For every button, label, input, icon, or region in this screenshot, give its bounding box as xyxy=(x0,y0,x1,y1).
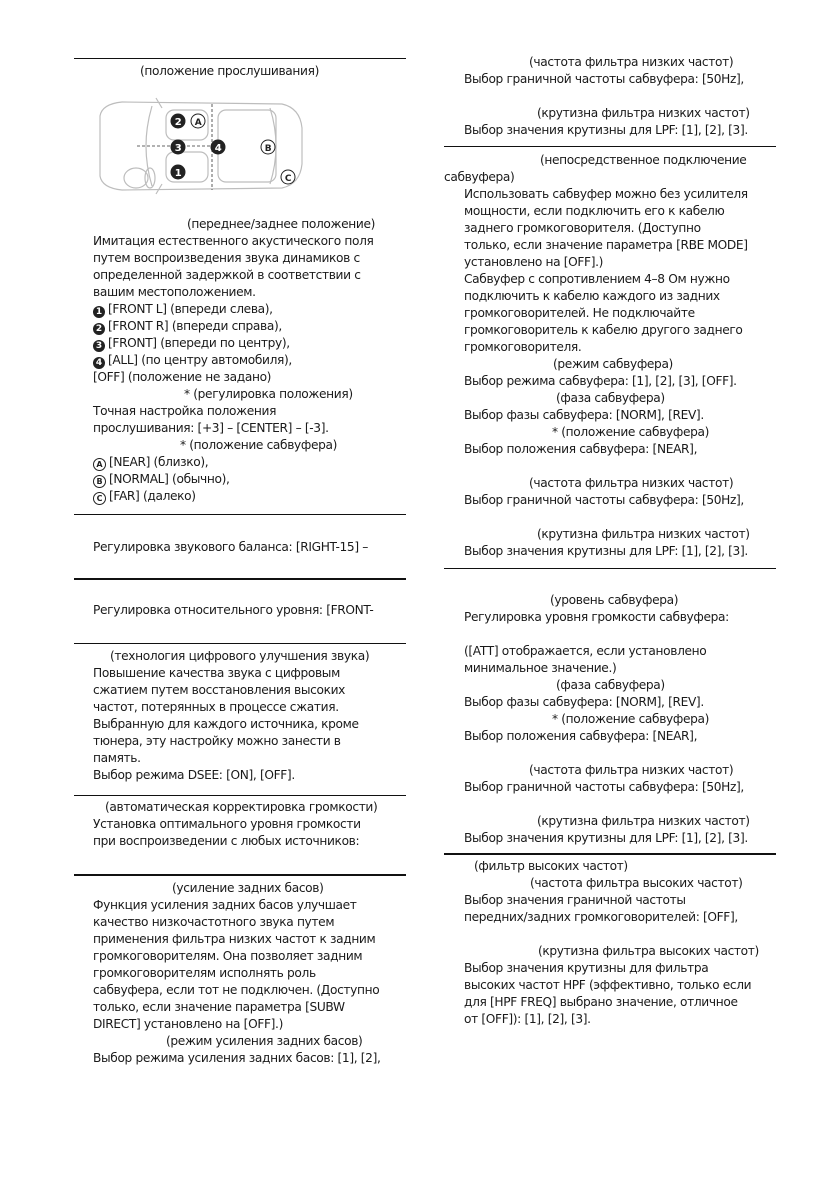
listening-position-header: (положение прослушивания) xyxy=(140,64,319,78)
option-front: 3 [FRONT] (впереди по центру), xyxy=(93,335,290,352)
adjust-body-line: прослушивания: [+3] – [CENTER] – [-3]. xyxy=(93,421,329,435)
section-divider xyxy=(74,514,406,515)
sw-mode-header: (режим сабвуфера) xyxy=(553,357,673,371)
rbe-body-line: применения фильтра низких частот к задним xyxy=(93,932,376,946)
lpf-slope-header: (крутизна фильтра низких частот) xyxy=(537,527,750,541)
front-rear-body-line: определенной задержкой в соответствии с xyxy=(93,268,361,282)
option-front-r: 2 [FRONT R] (впереди справа), xyxy=(93,318,282,335)
avc-header: (автоматическая корректировка громкости) xyxy=(105,800,378,814)
dsee-body-line: Выбор режима DSEE: [ON], [OFF]. xyxy=(93,768,295,782)
subw-direct-body-line: только, если значение параметра [RBE MODE] xyxy=(464,238,748,252)
dsee-body-line: сжатием путем восстановления высоких xyxy=(93,683,346,697)
subw-direct-body-line: Сабвуфер с сопротивлением 4–8 Ом нужно xyxy=(464,272,730,286)
lpf-slope-body: Выбор значения крутизны для LPF: [1], [2], [3]. xyxy=(464,123,748,137)
hpf-slope-body-line: высоких частот HPF (эффективно, только если xyxy=(464,978,752,992)
dsee-body-line: Повышение качества звука с цифровым xyxy=(93,666,340,680)
section-divider xyxy=(444,568,776,569)
option-all: 4 [ALL] (по центру автомобиля), xyxy=(93,352,292,369)
dsee-body-line: память. xyxy=(93,751,141,765)
svg-text:B: B xyxy=(264,144,272,154)
svg-text:1: 1 xyxy=(174,168,182,179)
sw-phase-body: Выбор фазы сабвуфера: [NORM], [REV]. xyxy=(464,408,704,422)
rbe-body-line: сабвуфера, если тот не подключен. (Доступно xyxy=(93,983,380,997)
lpf-slope-header: (крутизна фильтра низких частот) xyxy=(537,814,750,828)
lpf-slope-body: Выбор значения крутизны для LPF: [1], [2], [3]. xyxy=(464,544,748,558)
lpf-freq-header: (частота фильтра низких частот) xyxy=(529,55,734,69)
hpf-slope-header: (крутизна фильтра высоких частот) xyxy=(538,944,759,958)
rbe-body-line: только, если значение параметра [SUBW xyxy=(93,1000,345,1014)
lpf-freq-header: (частота фильтра низких частот) xyxy=(529,476,734,490)
section-divider xyxy=(444,853,776,855)
svg-text:A: A xyxy=(194,118,202,128)
marker-4-icon: 4 xyxy=(93,357,105,369)
rbe-body-line: качество низкочастотного звука путем xyxy=(93,915,335,929)
option-front-l: 1 [FRONT L] (впереди слева), xyxy=(93,301,273,318)
car-seating-diagram xyxy=(92,88,307,200)
subw-direct-body-line: громкоговорителей. Не подключайте xyxy=(464,306,695,320)
avc-body-line: при воспроизведении с любых источников: xyxy=(93,834,360,848)
sw-phase-header: (фаза сабвуфера) xyxy=(556,678,665,692)
hpf-freq-body-line: передних/задних громкоговорителей: [OFF], xyxy=(464,910,738,924)
avc-body-line: Установка оптимального уровня громкости xyxy=(93,817,361,831)
rbe-body-line: громкоговорителям. Она позволяет задним xyxy=(93,949,363,963)
subw-direct-body-line: подключить к кабелю каждого из задних xyxy=(464,289,720,303)
sw-mode-body: Выбор режима сабвуфера: [1], [2], [3], [OFF]. xyxy=(464,374,737,388)
dsee-body-line: Выбранную для каждого источника, кроме xyxy=(93,717,359,731)
subw-direct-body-line: мощности, если подключить его к кабелю xyxy=(464,204,725,218)
sw-pos-header: * (положение сабвуфера) xyxy=(552,425,710,439)
subw-direct-body-line: установлено на [OFF].) xyxy=(464,255,604,269)
rbe-mode-header: (режим усиления задних басов) xyxy=(166,1034,363,1048)
subw-direct-header: (непосредственное подключение xyxy=(540,153,747,167)
lpf-freq-body: Выбор граничной частоты сабвуфера: [50Hz], xyxy=(464,780,744,794)
section-divider xyxy=(74,795,406,796)
option-far: C [FAR] (далеко) xyxy=(93,488,196,505)
sw-pos-header: * (положение сабвуфера) xyxy=(552,712,710,726)
svg-text:C: C xyxy=(284,174,292,184)
hpf-slope-body-line: от [OFF]): [1], [2], [3]. xyxy=(464,1012,591,1026)
dsee-body-line: частот, потерянных в процессе сжатия. xyxy=(93,700,339,714)
front-rear-body-line: Имитация естественного акустического поля xyxy=(93,234,374,248)
hpf-freq-body-line: Выбор значения граничной частоты xyxy=(464,893,686,907)
lpf-freq-body: Выбор граничной частоты сабвуфера: [50Hz], xyxy=(464,72,744,86)
section-divider xyxy=(74,643,406,644)
section-divider xyxy=(74,874,406,876)
subw-direct-body-line: громкоговоритель к кабелю другого заднего xyxy=(464,323,743,337)
option-near: A [NEAR] (близко), xyxy=(93,454,208,471)
svg-text:4: 4 xyxy=(214,143,222,154)
svg-text:2: 2 xyxy=(174,117,182,128)
adjust-body-line: Точная настройка положения xyxy=(93,404,277,418)
svg-text:3: 3 xyxy=(174,143,182,154)
rbe-body-line: громкоговорителям исполнять роль xyxy=(93,966,316,980)
hpf-freq-header: (частота фильтра высоких частот) xyxy=(530,876,743,890)
subw-direct-body-line: громкоговорителя. xyxy=(464,340,582,354)
sw-level-body: Регулировка уровня громкости сабвуфера: xyxy=(464,610,729,624)
front-rear-header: (переднее/заднее положение) xyxy=(187,217,376,231)
section-divider xyxy=(74,58,406,59)
lpf-slope-header: (крутизна фильтра низких частот) xyxy=(537,106,750,120)
section-divider xyxy=(74,578,406,580)
dsee-body-line: тюнера, эту настройку можно занести в xyxy=(93,734,341,748)
sw-pos-body: Выбор положения сабвуфера: [NEAR], xyxy=(464,729,698,743)
rbe-body-line: Функция усиления задних басов улучшает xyxy=(93,898,357,912)
marker-1-icon: 1 xyxy=(93,306,105,318)
hpf-slope-body-line: Выбор значения крутизны для фильтра xyxy=(464,961,709,975)
hpf-header: (фильтр высоких частот) xyxy=(474,859,628,873)
option-normal: B [NORMAL] (обычно), xyxy=(93,471,230,488)
sw-phase-body: Выбор фазы сабвуфера: [NORM], [REV]. xyxy=(464,695,704,709)
option-off: [OFF] (положение не задано) xyxy=(93,370,272,384)
front-rear-body-line: путем воспроизведения звука динамиков с xyxy=(93,251,360,265)
section-divider xyxy=(444,146,776,147)
fader-body: Регулировка относительного уровня: [FRONT- xyxy=(93,603,374,617)
hpf-slope-body-line: для [HPF FREQ] выбрано значение, отличное xyxy=(464,995,738,1009)
subw-direct-body-line: заднего громкоговорителя. (Доступно xyxy=(464,221,701,235)
dsee-header: (технология цифрового улучшения звука) xyxy=(110,649,370,663)
sw-level-note-line: минимальное значение.) xyxy=(464,661,617,675)
sw-level-header: (уровень сабвуфера) xyxy=(550,593,679,607)
sw-phase-header: (фаза сабвуфера) xyxy=(556,391,665,405)
subw-direct-body-line: Использовать сабвуфер можно без усилителя xyxy=(464,187,748,201)
sw-pos-body: Выбор положения сабвуфера: [NEAR], xyxy=(464,442,698,456)
adjust-position-header: * (регулировка положения) xyxy=(184,387,353,401)
marker-c-icon: C xyxy=(93,492,106,505)
sw-level-note-line: ([ATT] отображается, если установлено xyxy=(464,644,707,658)
lpf-freq-header: (частота фильтра низких частот) xyxy=(529,763,734,777)
front-rear-body-line: вашим местоположением. xyxy=(93,285,256,299)
marker-2-icon: 2 xyxy=(93,323,105,335)
balance-body: Регулировка звукового баланса: [RIGHT-15] – xyxy=(93,540,369,554)
rbe-mode-body: Выбор режима усиления задних басов: [1], [2], xyxy=(93,1051,381,1065)
lpf-freq-body: Выбор граничной частоты сабвуфера: [50Hz], xyxy=(464,493,744,507)
lpf-slope-body: Выбор значения крутизны для LPF: [1], [2], [3]. xyxy=(464,831,748,845)
sub-position-header: * (положение сабвуфера) xyxy=(180,438,338,452)
rbe-header: (усиление задних басов) xyxy=(172,881,324,895)
marker-a-icon: A xyxy=(93,458,106,471)
rbe-body-line: DIRECT] установлено на [OFF].) xyxy=(93,1017,283,1031)
marker-3-icon: 3 xyxy=(93,340,105,352)
marker-b-icon: B xyxy=(93,475,106,488)
subw-direct-header-cont: сабвуфера) xyxy=(444,170,515,184)
